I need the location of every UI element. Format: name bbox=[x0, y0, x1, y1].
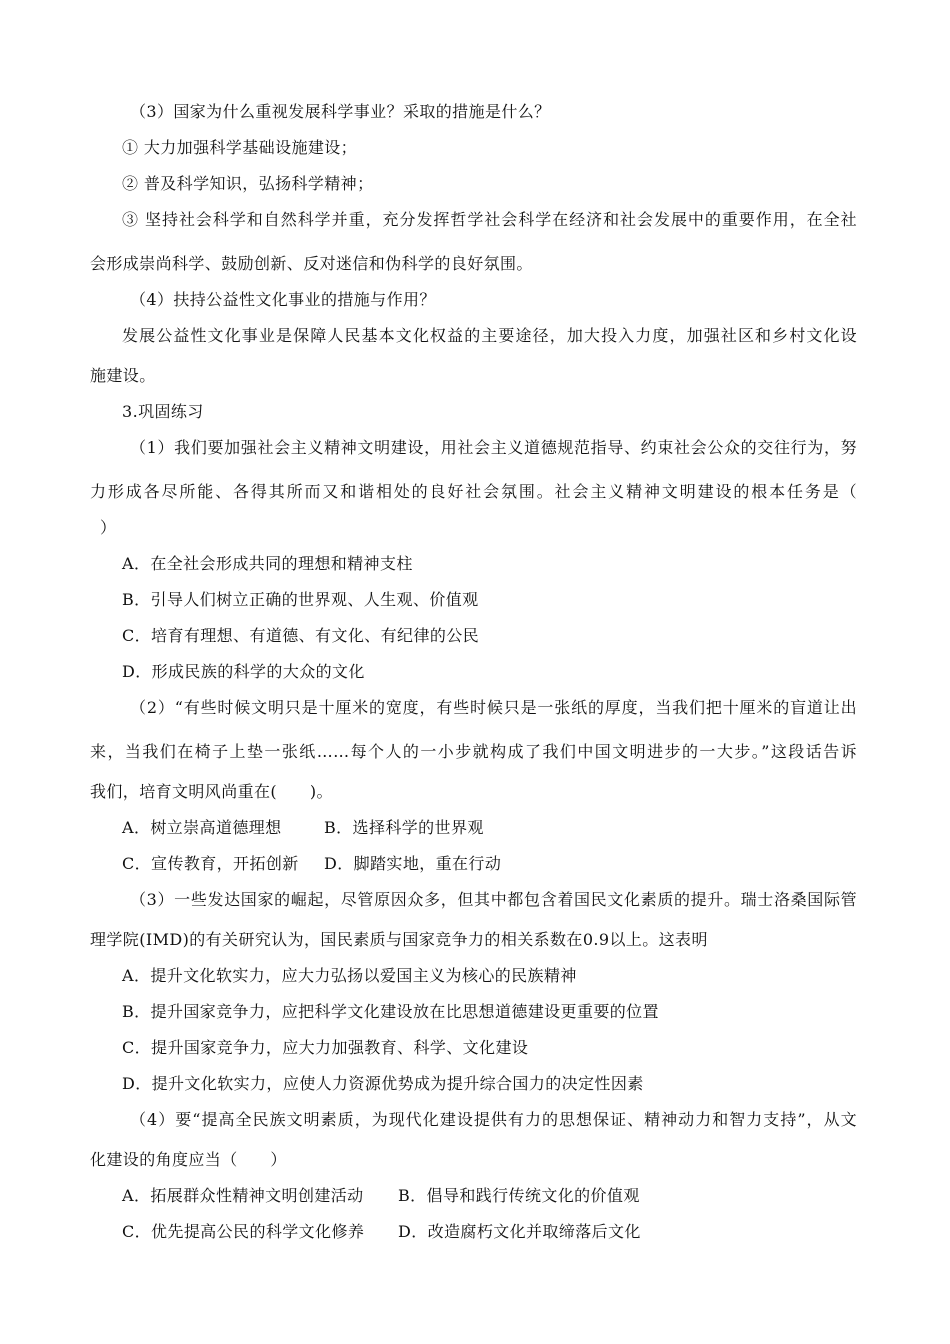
practice-2-options-row-2 bbox=[122, 854, 902, 874]
practice-1-option-b: B．引导人们树立正确的世界观、人生观、价值观 bbox=[122, 590, 479, 609]
practice-4-stem-line-2: 化建设的角度应当（ ） bbox=[90, 1150, 287, 1169]
practice-2-option-c: C．宣传教育，开拓创新 bbox=[122, 854, 299, 873]
practice-3-stem-line-2: 理学院(IMD)的有关研究认为，国民素质与国家竞争力的相关系数在0.9以上。这表明 bbox=[90, 930, 708, 949]
practice-4-option-b: B．倡导和践行传统文化的价值观 bbox=[398, 1186, 640, 1205]
practice-1-option-c: C．培育有理想、有道德、有文化、有纪律的公民 bbox=[122, 626, 480, 645]
practice-3-option-c: C．提升国家竞争力，应大力加强教育、科学、文化建设 bbox=[122, 1038, 529, 1057]
question-3-answer-2: ② 普及科学知识，弘扬科学精神； bbox=[122, 174, 374, 193]
practice-4-options-row-2 bbox=[122, 1222, 902, 1242]
practice-4-option-d: D．改造腐朽文化并取缔落后文化 bbox=[398, 1222, 641, 1241]
practice-3-option-a: A．提升文化软实力，应大力弘扬以爱国主义为核心的民族精神 bbox=[122, 966, 577, 985]
practice-2-stem-line-2: 来，当我们在椅子上垫一张纸……每个人的一小步就构成了我们中国文明进步的一大步。”这段话告诉 bbox=[90, 742, 857, 761]
practice-3-option-d: D．提升文化软实力，应使人力资源优势成为提升综合国力的决定性因素 bbox=[122, 1074, 644, 1093]
practice-4-option-a: A．拓展群众性精神文明创建活动 bbox=[122, 1186, 364, 1205]
question-3-title: （3）国家为什么重视发展科学事业？采取的措施是什么？ bbox=[130, 102, 551, 121]
practice-2-stem-line-1: （2）“有些时候文明只是十厘米的宽度，有些时候只是一张纸的厚度，当我们把十厘米的盲道让出 bbox=[130, 698, 857, 717]
practice-4-options-row-1 bbox=[122, 1186, 902, 1206]
question-3-answer-3-line-1: ③ 坚持社会科学和自然科学并重，充分发挥哲学社会科学在经济和社会发展中的重要作用，在全社 bbox=[122, 210, 857, 229]
practice-3-option-b: B．提升国家竞争力，应把科学文化建设放在比思想道德建设更重要的位置 bbox=[122, 1002, 659, 1021]
practice-2-options-row-1 bbox=[122, 818, 902, 838]
practice-1-stem-line-3: ） bbox=[100, 518, 117, 537]
question-4-title: （4）扶持公益性文化事业的措施与作用？ bbox=[130, 290, 436, 309]
practice-2-option-b: B．选择科学的世界观 bbox=[324, 818, 484, 837]
question-3-answer-1: ① 大力加强科学基础设施建设； bbox=[122, 138, 358, 157]
practice-1-option-d: D．形成民族的科学的大众的文化 bbox=[122, 662, 365, 681]
practice-2-stem-line-3: 我们，培育文明风尚重在( )。 bbox=[90, 782, 333, 801]
practice-1-stem-line-2: 力形成各尽所能、各得其所而又和谐相处的良好社会氛围。社会主义精神文明建设的根本任务是（ bbox=[90, 482, 857, 501]
practice-heading: 3.巩固练习 bbox=[122, 402, 204, 421]
question-3-answer-3-line-2: 会形成崇尚科学、鼓励创新、反对迷信和伪科学的良好氛围。 bbox=[90, 254, 533, 273]
practice-4-option-c: C．优先提高公民的科学文化修养 bbox=[122, 1222, 365, 1241]
practice-3-stem-line-1: （3）一些发达国家的崛起，尽管原因众多，但其中都包含着国民文化素质的提升。瑞士洛桑国际管 bbox=[130, 890, 857, 909]
practice-1-stem-line-1: （1）我们要加强社会主义精神文明建设，用社会主义道德规范指导、约束社会公众的交往行为，努 bbox=[130, 438, 857, 457]
question-4-answer-line-1: 发展公益性文化事业是保障人民基本文化权益的主要途径，加大投入力度，加强社区和乡村文化设 bbox=[122, 326, 857, 345]
practice-2-option-d: D．脚踏实地，重在行动 bbox=[324, 854, 502, 873]
question-4-answer-line-2: 施建设。 bbox=[90, 366, 156, 385]
practice-1-option-a: A．在全社会形成共同的理想和精神支柱 bbox=[122, 554, 413, 573]
practice-2-option-a: A．树立崇高道德理想 bbox=[122, 818, 282, 837]
practice-4-stem-line-1: （4）要“提高全民族文明素质，为现代化建设提供有力的思想保证、精神动力和智力支持”，从文 bbox=[130, 1110, 857, 1129]
